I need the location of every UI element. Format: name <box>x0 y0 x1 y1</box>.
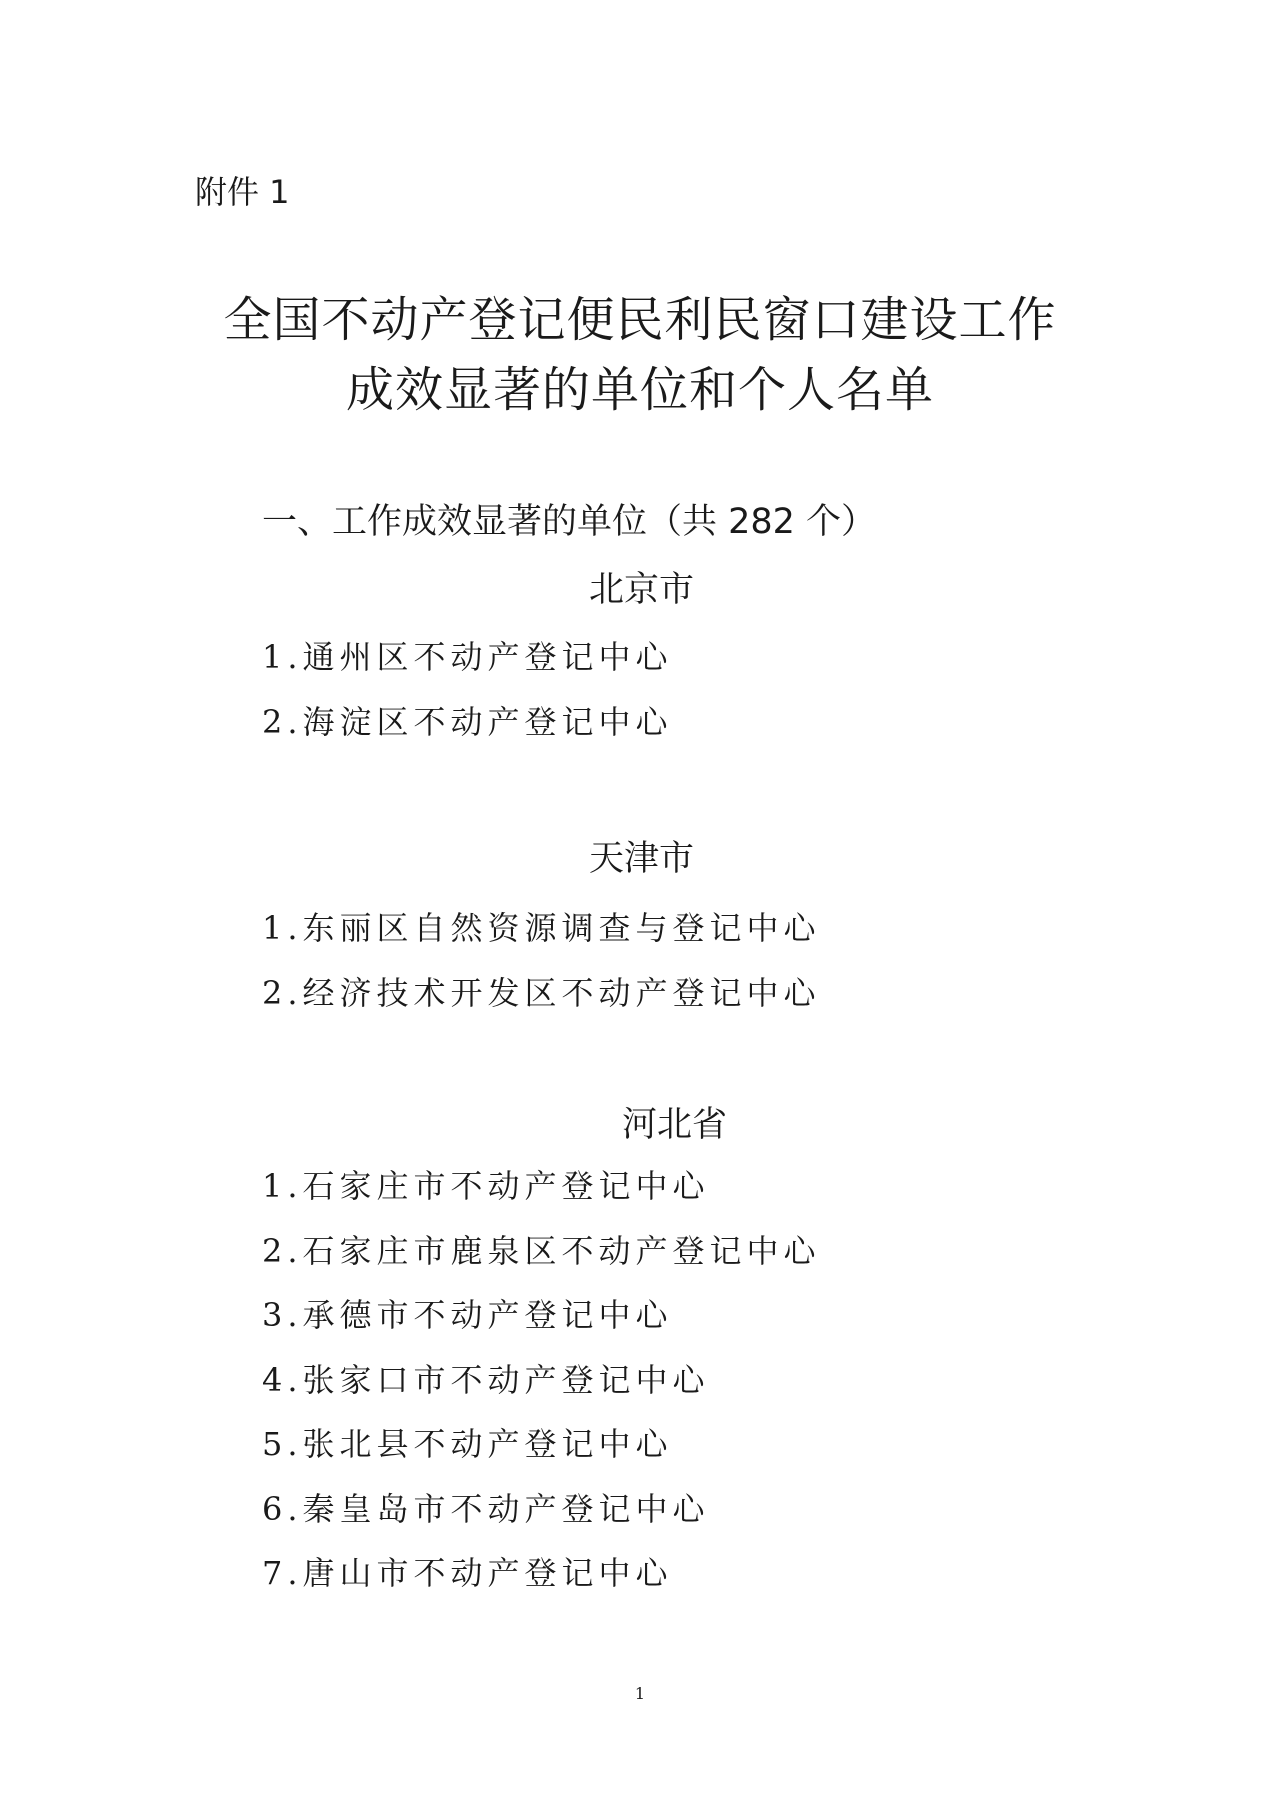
page-number: 1 <box>634 1684 646 1703</box>
document-title-line-2: 成效显著的单位和个人名单 <box>345 362 934 418</box>
list-item: 5.张北县不动产登记中心 <box>262 1425 673 1463</box>
list-item: 2.石家庄市鹿泉区不动产登记中心 <box>262 1232 821 1270</box>
document-title-line-1: 全国不动产登记便民利民窗口建设工作 <box>223 292 1057 348</box>
list-item: 7.唐山市不动产登记中心 <box>262 1554 673 1592</box>
list-item: 1.石家庄市不动产登记中心 <box>262 1167 710 1205</box>
attachment-label: 附件 1 <box>195 173 290 211</box>
list-item: 1.通州区不动产登记中心 <box>262 638 673 676</box>
list-item: 6.秦皇岛市不动产登记中心 <box>262 1490 710 1528</box>
list-item: 3.承德市不动产登记中心 <box>262 1296 673 1334</box>
list-item: 4.张家口市不动产登记中心 <box>262 1361 710 1399</box>
list-item: 2.海淀区不动产登记中心 <box>262 703 673 741</box>
region-heading-tianjin: 天津市 <box>589 839 695 879</box>
section-heading: 一、工作成效显著的单位（共 282 个） <box>262 502 877 542</box>
list-item: 2.经济技术开发区不动产登记中心 <box>262 974 821 1012</box>
list-item: 1.东丽区自然资源调查与登记中心 <box>262 909 821 947</box>
region-heading-beijing: 北京市 <box>589 570 695 610</box>
region-heading-hebei: 河北省 <box>622 1105 728 1145</box>
